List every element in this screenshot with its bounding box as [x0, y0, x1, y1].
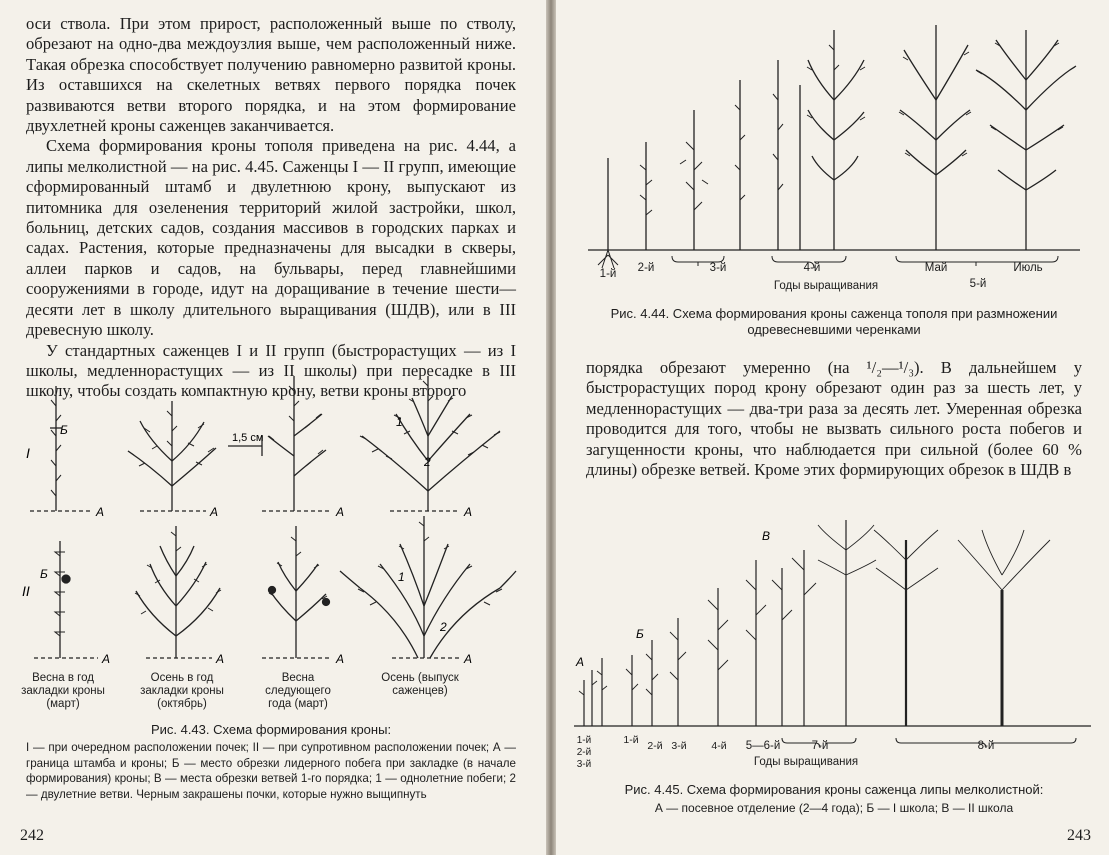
num-1-row1: 1 — [396, 415, 403, 429]
letter-a-row2-col3: А — [336, 652, 345, 666]
figure-4-45-caption: Рис. 4.45. Схема формирования кроны саженца липы мелколистной: — [624, 782, 1044, 797]
fig44-month-july: Июль — [1013, 262, 1043, 274]
fig45-year-4: 1-й — [623, 734, 639, 746]
figure-4-43-drawing — [0, 366, 546, 696]
fig45-year-7: 4-й — [711, 740, 727, 752]
row-label-2: II — [22, 583, 30, 599]
figure-4-43-legend: I — при очередном расположении почек; II — при супротивном расположении почек; А — граница штамба и кроны; Б — место обрезки лидерного побега при закладке (в начале формирования) кроны; В — места обрезки ветвей 1-го порядка; 1 — однолетние побеги; 2 — двулетние ветви. Черным закрашены почки, которые нужно выщипнуть — [26, 741, 516, 801]
fig44-month-may: Май — [924, 262, 948, 274]
fig45-year-3: 3-й — [576, 759, 592, 770]
column-label-1: Весна в год закладки кроны (март) — [21, 672, 105, 710]
fig45-year-2: 2-й — [576, 747, 592, 758]
column-label-3: Весна следующего года (март) — [265, 672, 331, 710]
letter-b-row2: Б — [40, 567, 48, 581]
row-label-1: I — [26, 445, 30, 461]
column-label-4: Осень (выпуск саженцев) — [381, 672, 459, 697]
fig45-year-1: 1-й — [576, 735, 592, 746]
measure-label: 1,5 см — [232, 432, 264, 444]
num-1-row2: 1 — [398, 570, 405, 584]
fig44-year-5: 5-й — [969, 278, 987, 290]
letter-a-row2-col1: А — [102, 652, 111, 666]
letter-b-row1: Б — [60, 423, 68, 437]
letter-a-row1-col2: А — [210, 505, 219, 519]
paragraph-2: Схема формирования кроны тополя приведена на рис. 4.44, а липы мелколистной — на рис. 4.45. Саженцы I — II групп, имеющие сформированный штамб и двулетнюю крону, выпускают из питомника для озеленения территорий жилой застройки, школ, больниц, детских садов, создания массивов в городских парках и садах. Растения, которые предназначены для высадки в скверы, аллеи парков и садов, на бульвары, перед главнейшими сооружениями в городе, идут на доращивание в течение шести—десяти лет в школу длительного выращивания (ШДВ), или в III древесную школу. — [26, 136, 516, 340]
fig45-year-10: 8-й — [977, 740, 995, 752]
fig44-year-2: 2-й — [637, 262, 655, 274]
column-label-2: Осень в год закладки кроны (октябрь) — [140, 672, 224, 710]
fig44-axis-label: Годы выращивания — [773, 280, 879, 292]
page-number-left: 242 — [20, 827, 44, 844]
fig45-year-6: 3-й — [671, 740, 687, 752]
fig45-letter-a: А — [576, 655, 585, 669]
right-page-text: порядка обрезают умеренно (на ¹/₂—¹/₃). В дальнейшем у быстрорастущих пород крону обрезают один раз за шесть лет, у медленнорастущих — два-три раза за десять лет. Умеренная обрезка проводится для того, чтобы не вызвать сильного роста побегов и загущенности кроны, что наблюдается при сильной (более 60 % длины) обрезке ветвей. Кроме этих формирующих обрезок в ШДВ в — [586, 358, 1082, 480]
figure-4-44-drawing — [556, 0, 1109, 295]
fig45-year-8: 5—6-й — [745, 740, 781, 752]
figure-4-44-caption: Рис. 4.44. Схема формирования кроны саженца тополя при размножении одревесневшими черенками — [610, 306, 1058, 337]
page-number-right: 243 — [1067, 827, 1091, 844]
fig44-year-3: 3-й — [709, 262, 727, 274]
paragraph-1: оси ствола. При этом прирост, расположенный выше по стволу, обрезают на одно-два междоузлия выше, чем расположенный ниже. Такая обрезка способствует получению равномерно развитой кроны. Из оставшихся на скелетных ветвях первого порядка почек развиваются ветви второго порядка, и на этом формирование двухлетней кроны саженцев заканчивается. — [26, 14, 516, 136]
book-gutter — [546, 0, 556, 855]
letter-a-row1-col3: А — [336, 505, 345, 519]
paragraph-3: У стандартных саженцев I и II групп (быстрорастущих — из I школы, медленнорастущих — из II школы) при пересадке в III школу, чтобы создать компактную крону, ветви кроны второго — [26, 340, 516, 401]
num-2-row2: 2 — [440, 620, 447, 634]
letter-a-row2-col2: А — [216, 652, 225, 666]
right-page — [556, 0, 1109, 855]
num-2-row1: 2 — [424, 455, 431, 469]
fig44-year-4: 4-й — [803, 262, 821, 274]
fig45-year-9: 7-й — [811, 740, 829, 752]
figure-4-43-caption: Рис. 4.43. Схема формирования кроны: — [150, 722, 392, 737]
letter-a-row2-col4: А — [464, 652, 473, 666]
left-page — [0, 0, 546, 855]
letter-a-row1-col1: А — [96, 505, 105, 519]
fig45-axis-label: Годы выращивания — [753, 756, 859, 768]
fig45-letter-b: Б — [636, 627, 644, 641]
fig45-letter-v: В — [762, 529, 771, 543]
figure-4-45-legend: А — посевное отделение (2—4 года); Б — I школа; В — II школа — [654, 801, 1014, 815]
fig45-year-5: 2-й — [647, 740, 663, 752]
left-page-text — [26, 14, 516, 402]
letter-a-row1-col4: А — [464, 505, 473, 519]
fig44-year-1: 1-й — [599, 268, 617, 280]
